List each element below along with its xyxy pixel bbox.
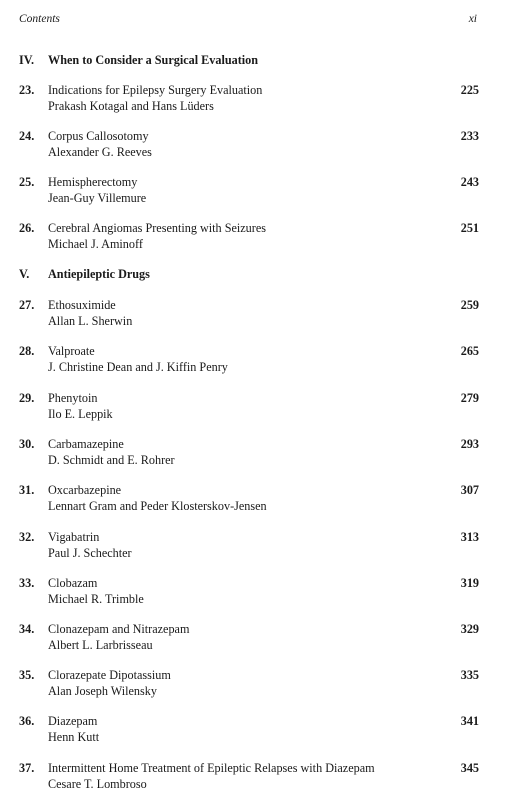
chapter-authors: Michael R. Trimble <box>48 592 144 606</box>
chapter-title: Valproate <box>48 344 95 358</box>
chapter-page: 313 <box>460 530 479 544</box>
chapter-title: Intermittent Home Treatment of Epileptic Relapses with Diazepam <box>48 761 375 775</box>
chapter-page: 225 <box>460 83 479 97</box>
chapter-number: 32. <box>19 530 35 544</box>
running-head-title: Contents <box>19 13 60 25</box>
chapter-number: 29. <box>19 391 35 405</box>
chapter-page: 233 <box>460 129 479 143</box>
section-title: When to Consider a Surgical Evaluation <box>48 53 259 67</box>
chapter-title: Clobazam <box>48 576 98 590</box>
chapter-number: 35. <box>19 668 35 682</box>
chapter-authors: D. Schmidt and E. Rohrer <box>48 453 175 467</box>
chapter-authors: J. Christine Dean and J. Kiffin Penry <box>48 360 228 374</box>
chapter-number: 28. <box>19 344 35 358</box>
chapter-page: 259 <box>460 298 479 312</box>
chapter-title: Oxcarbazepine <box>48 483 122 497</box>
chapter-page: 293 <box>460 437 479 451</box>
chapter-page: 341 <box>460 714 479 728</box>
section-title: Antiepileptic Drugs <box>48 267 150 281</box>
chapter-title: Hemispherectomy <box>48 175 138 189</box>
chapter-authors: Alan Joseph Wilensky <box>48 684 157 698</box>
chapter-page: 307 <box>460 483 479 497</box>
chapter-authors: Albert L. Larbrisseau <box>48 638 153 652</box>
running-head-page-number: xi <box>468 13 477 25</box>
chapter-page: 279 <box>460 391 479 405</box>
chapter-number: 26. <box>19 221 35 235</box>
chapter-authors: Lennart Gram and Peder Klosterskov-Jensen <box>48 499 267 513</box>
chapter-title: Clonazepam and Nitrazepam <box>48 622 190 636</box>
chapter-title: Diazepam <box>48 714 98 728</box>
chapter-title: Clorazepate Dipotassium <box>48 668 171 682</box>
chapter-authors: Michael J. Aminoff <box>48 237 143 251</box>
chapter-page: 243 <box>460 175 479 189</box>
chapter-title: Corpus Callosotomy <box>48 129 149 143</box>
chapter-title: Phenytoin <box>48 391 98 405</box>
chapter-title: Carbamazepine <box>48 437 124 451</box>
chapter-authors: Ilo E. Leppik <box>48 407 113 421</box>
chapter-authors: Jean-Guy Villemure <box>48 191 147 205</box>
chapter-number: 23. <box>19 83 35 97</box>
chapter-page: 345 <box>460 761 479 775</box>
section-number: V. <box>19 267 30 281</box>
chapter-number: 24. <box>19 129 35 143</box>
chapter-page: 335 <box>460 668 479 682</box>
chapter-number: 34. <box>19 622 35 636</box>
chapter-authors: Allan L. Sherwin <box>48 314 133 328</box>
chapter-authors: Cesare T. Lombroso <box>48 777 147 791</box>
chapter-title: Cerebral Angiomas Presenting with Seizures <box>48 221 266 235</box>
chapter-number: 30. <box>19 437 35 451</box>
chapter-title: Ethosuximide <box>48 298 116 312</box>
chapter-authors: Alexander G. Reeves <box>48 145 152 159</box>
running-head <box>19 13 479 29</box>
chapter-title: Indications for Epilepsy Surgery Evaluation <box>48 83 263 97</box>
chapter-authors: Prakash Kotagal and Hans Lüders <box>48 99 214 113</box>
chapter-number: 25. <box>19 175 35 189</box>
chapter-page: 265 <box>460 344 479 358</box>
chapter-number: 37. <box>19 761 35 775</box>
chapter-authors: Henn Kutt <box>48 730 100 744</box>
chapter-page: 251 <box>460 221 479 235</box>
chapter-number: 33. <box>19 576 35 590</box>
chapter-page: 319 <box>460 576 479 590</box>
section-number: IV. <box>19 53 35 67</box>
chapter-number: 36. <box>19 714 35 728</box>
chapter-title: Vigabatrin <box>48 530 100 544</box>
chapter-authors: Paul J. Schechter <box>48 546 132 560</box>
chapter-number: 27. <box>19 298 35 312</box>
chapter-page: 329 <box>460 622 479 636</box>
chapter-number: 31. <box>19 483 35 497</box>
